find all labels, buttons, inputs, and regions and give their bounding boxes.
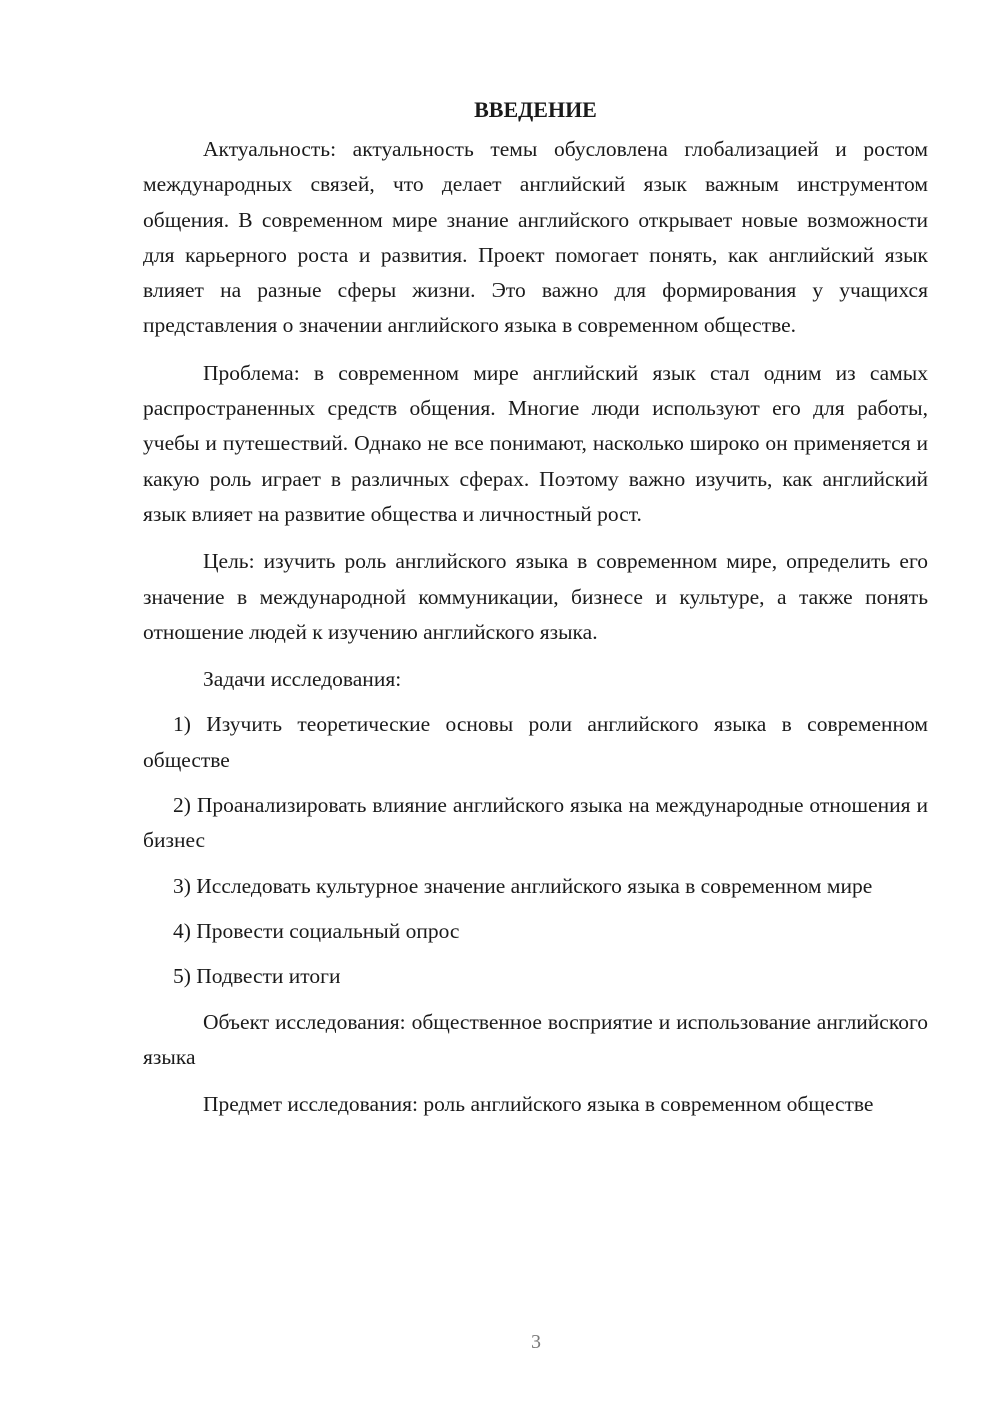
paragraph-goal: Цель: изучить роль английского языка в современном мире, определить его значение в международной коммуникации, бизнесе и культуре, а также понять отношение людей к изучению английского языка. bbox=[143, 549, 928, 644]
paragraph-problem: Проблема: в современном мире английский язык стал одним из самых распространенных средств общения. Многие люди используют его для работы, учебы и путешествий. Однако не все понимают, насколько широко он применяется и какую роль играет в различных сферах. Поэтому важно изучить, как английский язык влияет на развитие общества и личностный рост. bbox=[143, 360, 928, 526]
page-number: 3 bbox=[531, 1331, 541, 1353]
tasks-heading: Задачи исследования: bbox=[203, 667, 402, 692]
document-page bbox=[143, 92, 928, 1122]
task-item-4: 4) Провести социальный опрос bbox=[173, 918, 460, 943]
section-title: ВВЕДЕНИЕ bbox=[474, 97, 597, 122]
task-item-3: 3) Исследовать культурное значение английского языка в современном мире bbox=[173, 873, 873, 898]
task-item-5: 5) Подвести итоги bbox=[173, 964, 341, 989]
task-item-2: 2) Проанализировать влияние английского языка на международные отношения и бизнес bbox=[143, 793, 928, 853]
research-object: Объект исследования: общественное восприятие и использование английского языка bbox=[143, 1009, 928, 1069]
task-item-1: 1) Изучить теоретические основы роли английского языка в современном обществе bbox=[143, 712, 928, 772]
research-subject: Предмет исследования: роль английского языка в современном обществе bbox=[203, 1092, 874, 1117]
paragraph-relevance: Актуальность: актуальность темы обусловлена глобализацией и ростом международных связей, что делает английский язык важным инструментом общения. В современном мире знание английского открывает новые возможности для карьерного роста и развития. Проект помогает понять, как английский язык влияет на разные сферы жизни. Это важно для формирования у учащихся представления о значении английского языка в современном обществе. bbox=[143, 137, 928, 338]
